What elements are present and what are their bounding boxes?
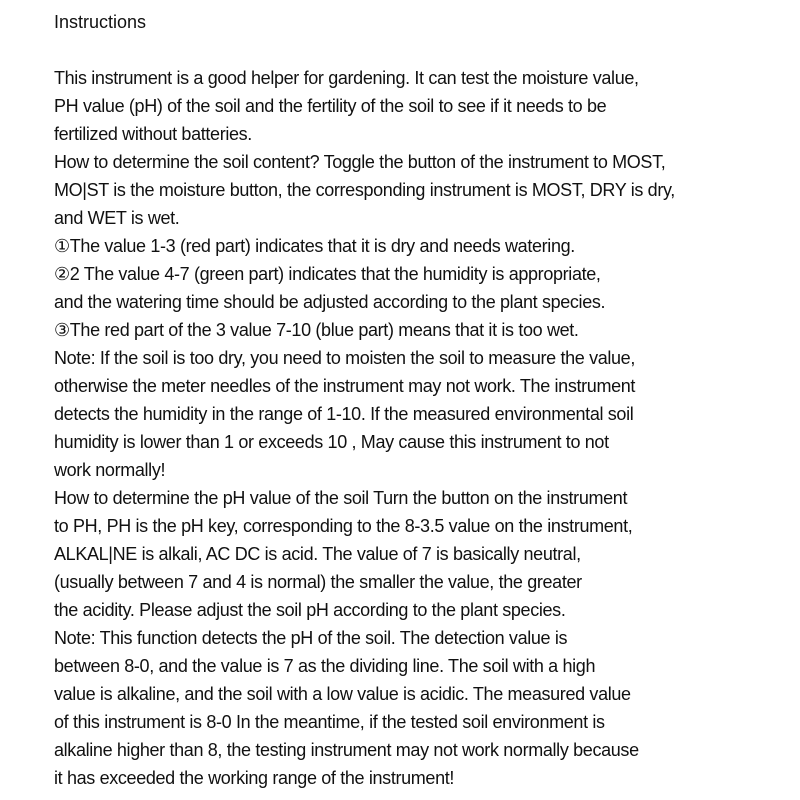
title-spacer [54, 36, 794, 64]
text-line: and WET is wet. [54, 208, 180, 228]
text-line: detects the humidity in the range of 1-10. If the measured environmental soil [54, 404, 634, 424]
text-line: work normally! [54, 460, 166, 480]
text-line: ③The red part of the 3 value 7-10 (blue part) means that it is too wet. [54, 320, 579, 340]
text-line: ②2 The value 4-7 (green part) indicates that the humidity is appropriate, [54, 264, 601, 284]
text-line: humidity is lower than 1 or exceeds 10 , May cause this instrument to not [54, 432, 609, 452]
text-line: of this instrument is 8-0 In the meantime, if the tested soil environment is [54, 712, 605, 732]
text-line: (usually between 7 and 4 is normal) the smaller the value, the greater [54, 572, 582, 592]
text-line: How to determine the pH value of the soil Turn the button on the instrument [54, 488, 628, 508]
text-line: ALKAL|NE is alkali, AC DC is acid. The value of 7 is basically neutral, [54, 544, 581, 564]
text-line: to PH, PH is the pH key, corresponding to the 8-3.5 value on the instrument, [54, 516, 633, 536]
document-title: Instructions [54, 12, 147, 32]
text-line: ①The value 1-3 (red part) indicates that it is dry and needs watering. [54, 236, 575, 256]
text-line: MO|ST is the moisture button, the corresponding instrument is MOST, DRY is dry, [54, 180, 675, 200]
text-line: and the watering time should be adjusted according to the plant species. [54, 292, 606, 312]
text-line: value is alkaline, and the soil with a low value is acidic. The measured value [54, 684, 631, 704]
text-line: How to determine the soil content? Toggle the button of the instrument to MOST, [54, 152, 666, 172]
text-line: it has exceeded the working range of the instrument! [54, 768, 455, 788]
text-line: otherwise the meter needles of the instrument may not work. The instrument [54, 376, 636, 396]
text-line: This instrument is a good helper for gardening. It can test the moisture value, [54, 68, 639, 88]
text-line: between 8-0, and the value is 7 as the dividing line. The soil with a high [54, 656, 596, 676]
text-line: fertilized without batteries. [54, 124, 252, 144]
text-line: Note: This function detects the pH of the soil. The detection value is [54, 628, 568, 648]
text-line: alkaline higher than 8, the testing instrument may not work normally because [54, 740, 639, 760]
text-line: PH value (pH) of the soil and the fertility of the soil to see if it needs to be [54, 96, 607, 116]
text-line: the acidity. Please adjust the soil pH according to the plant species. [54, 600, 566, 620]
text-line: Note: If the soil is too dry, you need to moisten the soil to measure the value, [54, 348, 635, 368]
instructions-document [54, 8, 794, 792]
